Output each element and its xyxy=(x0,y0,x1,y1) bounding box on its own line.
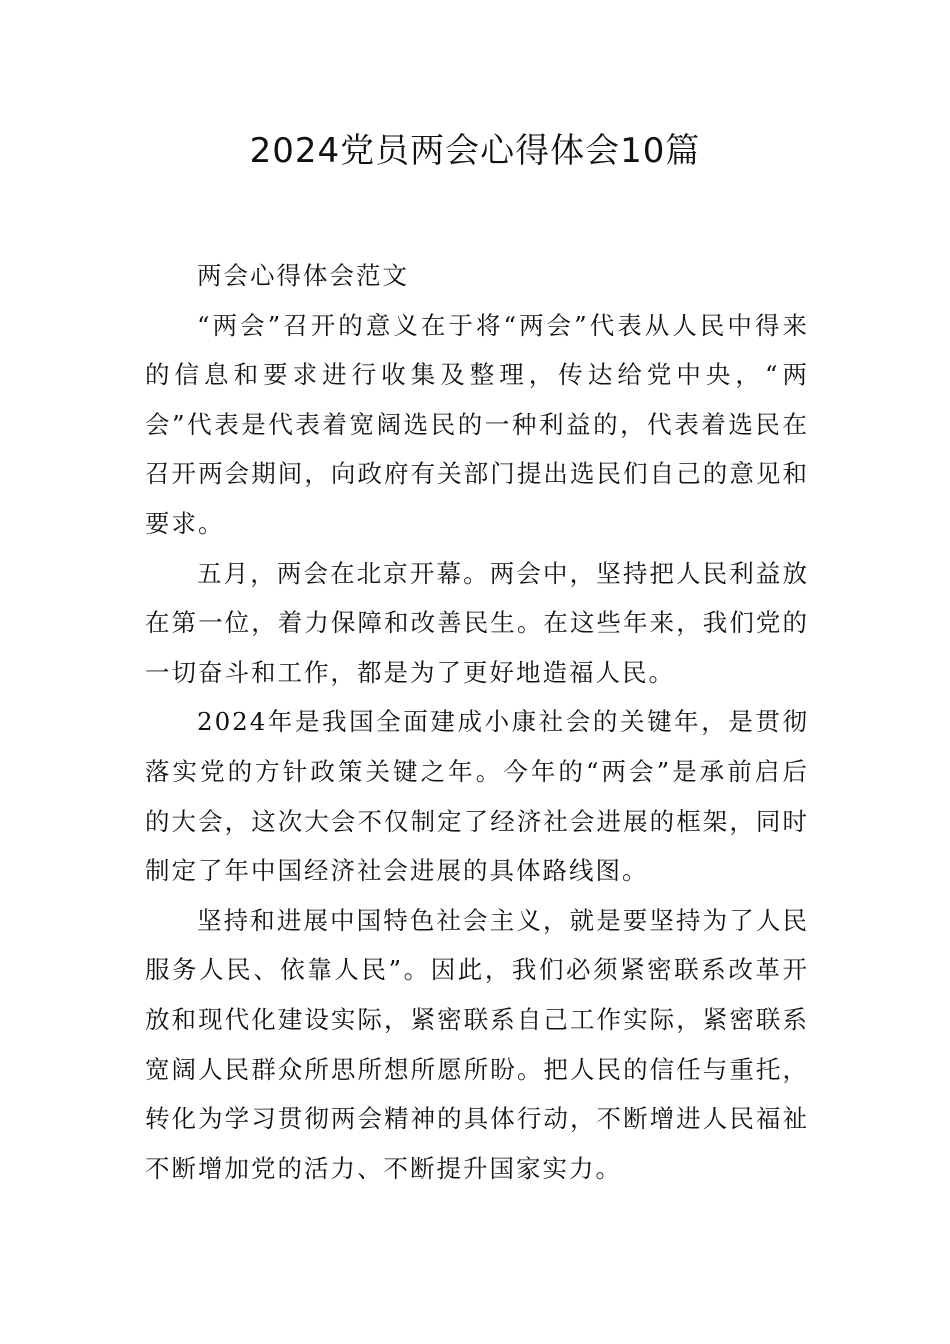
paragraph-3: 2024年是我国全面建成小康社会的关键年，是贯彻落实党的方针政策关键之年。今年的“两会”是承前启后的大会，这次大会不仅制定了经济社会进展的框架，同时制定了年中国经济社会进展的具体路线图。 xyxy=(145,707,809,886)
paragraph-4: 坚持和进展中国特色社会主义，就是要坚持为了人民服务人民、依靠人民”。因此，我们必须紧密联系改革开放和现代化建设实际，紧密联系自己工作实际，紧密联系宽阔人民群众所思所想所愿所盼。把人民的信任与重托，转化为学习贯彻两会精神的具体行动，不断增进人民福祉不断增加党的活力、不断提升国家实力。 xyxy=(145,905,809,1183)
document-body xyxy=(145,251,809,1193)
document-subtitle: 两会心得体会范文 xyxy=(197,261,409,290)
paragraph-1: “两会”召开的意义在于将“两会”代表从人民中得来的信息和要求进行收集及整理，传达给党中央，“两会”代表是代表着宽阔选民的一种利益的，代表着选民在召开两会期间，向政府有关部门提出选民们自己的意见和要求。 xyxy=(145,310,809,538)
document-title: 2024党员两会心得体会10篇 xyxy=(249,131,701,171)
paragraph-2: 五月，两会在北京开幕。两会中，坚持把人民利益放在第一位，着力保障和改善民生。在这些年来，我们党的一切奋斗和工作，都是为了更好地造福人民。 xyxy=(145,558,809,687)
